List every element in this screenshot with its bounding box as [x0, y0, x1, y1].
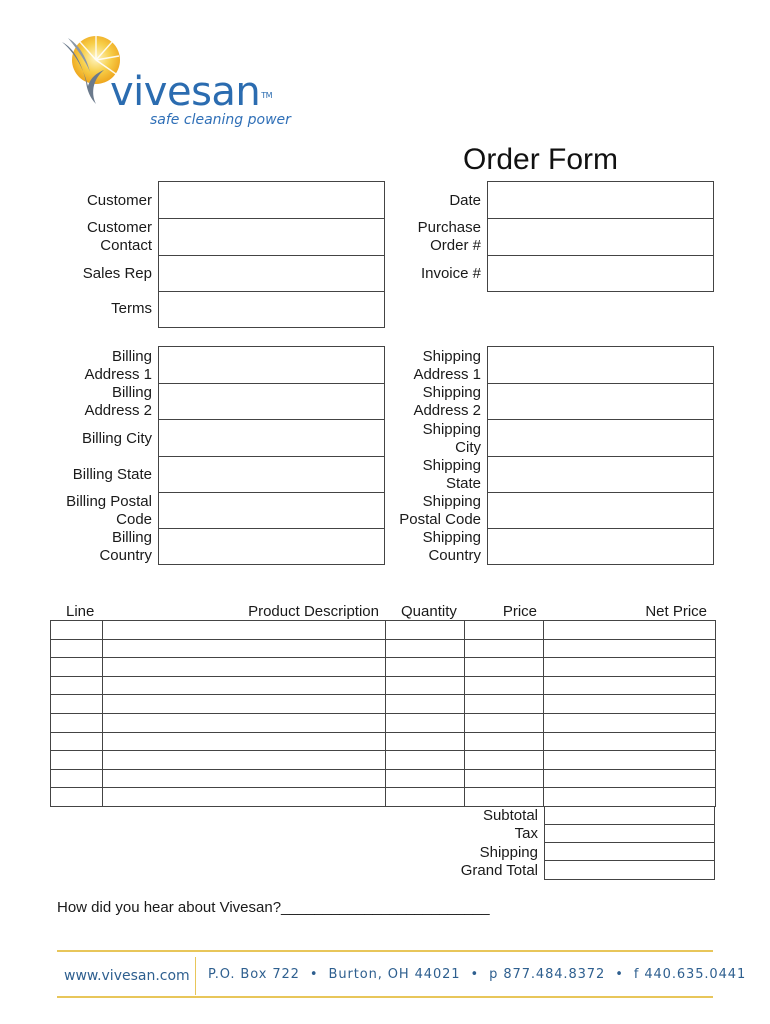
cell-product-description[interactable] — [102, 713, 386, 733]
page-title: Order Form — [463, 143, 619, 176]
cell-product-description[interactable] — [102, 769, 386, 789]
shipping-city-label: Shipping City — [422, 421, 481, 456]
shipping-address-1-field[interactable] — [487, 346, 714, 384]
terms-input[interactable] — [159, 292, 384, 327]
footer-top-rule — [57, 950, 713, 952]
shipping-address-1-input[interactable] — [488, 347, 713, 383]
billing-state-field[interactable] — [158, 456, 385, 494]
tax-label: Tax — [514, 825, 538, 842]
table-row — [50, 694, 715, 714]
customer-contact-field[interactable] — [158, 218, 385, 256]
shipping-address-2-label: Shipping Address 2 — [413, 384, 481, 419]
billing-country-input[interactable] — [159, 529, 384, 564]
cell-quantity[interactable] — [385, 769, 466, 789]
subtotal-field[interactable] — [544, 806, 715, 825]
shipping-country-label: Shipping Country — [422, 529, 481, 564]
terms-label: Terms — [111, 300, 152, 317]
tax-field[interactable] — [544, 824, 715, 843]
cell-product-description[interactable] — [102, 787, 386, 807]
billing-city-field[interactable] — [158, 419, 385, 457]
cell-price[interactable] — [464, 657, 545, 677]
line-items-table — [50, 620, 715, 806]
cell-net-price[interactable] — [543, 732, 716, 752]
cell-net-price[interactable] — [543, 750, 716, 770]
trademark: TM — [261, 91, 273, 100]
billing-postal-label: Billing Postal Code — [66, 493, 152, 528]
cell-net-price[interactable] — [543, 620, 716, 640]
brand-name: vivesan™ — [110, 69, 273, 115]
cell-product-description[interactable] — [102, 657, 386, 677]
cell-net-price[interactable] — [543, 787, 716, 807]
billing-address-1-field[interactable] — [158, 346, 385, 384]
sales-rep-input[interactable] — [159, 256, 384, 292]
cell-line[interactable] — [50, 713, 103, 733]
shipping-postal-label: Shipping Postal Code — [399, 493, 481, 528]
purchase-order-input[interactable] — [488, 219, 713, 255]
date-input[interactable] — [488, 182, 713, 218]
customer-contact-input[interactable] — [159, 219, 384, 255]
cell-line[interactable] — [50, 639, 103, 659]
cell-product-description[interactable] — [102, 676, 386, 696]
billing-country-label: Billing Country — [99, 529, 152, 564]
shipping-state-label: Shipping State — [422, 457, 481, 492]
cell-product-description[interactable] — [102, 639, 386, 659]
shipping-postal-field[interactable] — [487, 492, 714, 530]
invoice-field[interactable] — [487, 255, 714, 292]
billing-state-input[interactable] — [159, 457, 384, 493]
shipping-country-field[interactable] — [487, 528, 714, 565]
cell-price[interactable] — [464, 732, 545, 752]
shipping-address-2-field[interactable] — [487, 383, 714, 421]
grand-total-label: Grand Total — [460, 862, 538, 879]
table-row — [50, 732, 715, 752]
cell-quantity[interactable] — [385, 657, 466, 677]
cell-price[interactable] — [464, 639, 545, 659]
footer-divider — [195, 957, 196, 995]
brand-logo — [58, 34, 298, 134]
table-header-line: Line — [66, 603, 95, 620]
shipping-postal-input[interactable] — [488, 493, 713, 529]
table-header-quantity: Quantity — [401, 603, 457, 620]
cell-price[interactable] — [464, 750, 545, 770]
brand-tagline: safe cleaning power — [150, 112, 291, 128]
shipping-total-field[interactable] — [544, 842, 715, 861]
table-row — [50, 713, 715, 733]
billing-address-2-field[interactable] — [158, 383, 385, 421]
cell-line[interactable] — [50, 694, 103, 714]
shipping-state-field[interactable] — [487, 456, 714, 494]
cell-quantity[interactable] — [385, 620, 466, 640]
table-row — [50, 750, 715, 770]
billing-address-1-label: Billing Address 1 — [84, 348, 152, 383]
subtotal-label: Subtotal — [482, 807, 538, 824]
billing-state-label: Billing State — [72, 466, 152, 483]
shipping-country-input[interactable] — [488, 529, 713, 564]
shipping-total-label: Shipping — [479, 844, 538, 861]
cell-quantity[interactable] — [385, 713, 466, 733]
customer-label: Customer — [86, 192, 152, 209]
date-field[interactable] — [487, 181, 714, 219]
billing-address-2-input[interactable] — [159, 384, 384, 420]
cell-price[interactable] — [464, 676, 545, 696]
shipping-state-input[interactable] — [488, 457, 713, 493]
table-row — [50, 787, 715, 807]
shipping-city-field[interactable] — [487, 419, 714, 457]
cell-line[interactable] — [50, 620, 103, 640]
sales-rep-field[interactable] — [158, 255, 385, 293]
table-header-product-description: Product Description — [248, 603, 379, 620]
cell-quantity[interactable] — [385, 676, 466, 696]
cell-price[interactable] — [464, 713, 545, 733]
cell-product-description[interactable] — [102, 694, 386, 714]
cell-quantity[interactable] — [385, 787, 466, 807]
purchase-order-field[interactable] — [487, 218, 714, 256]
billing-postal-field[interactable] — [158, 492, 385, 530]
customer-field[interactable] — [158, 181, 385, 219]
cell-quantity[interactable] — [385, 750, 466, 770]
cell-line[interactable] — [50, 657, 103, 677]
footer-website[interactable]: www.vivesan.com — [64, 968, 190, 984]
cell-product-description[interactable] — [102, 732, 386, 752]
billing-city-label: Billing City — [81, 430, 152, 447]
invoice-label: Invoice # — [420, 265, 481, 282]
cell-price[interactable] — [464, 694, 545, 714]
cell-quantity[interactable] — [385, 694, 466, 714]
cell-line[interactable] — [50, 787, 103, 807]
cell-product-description[interactable] — [102, 620, 386, 640]
table-row — [50, 676, 715, 696]
cell-line[interactable] — [50, 676, 103, 696]
billing-country-field[interactable] — [158, 528, 385, 565]
cell-quantity[interactable] — [385, 732, 466, 752]
cell-quantity[interactable] — [385, 639, 466, 659]
table-row — [50, 769, 715, 789]
billing-address-1-input[interactable] — [159, 347, 384, 383]
shipping-address-2-input[interactable] — [488, 384, 713, 420]
billing-postal-input[interactable] — [159, 493, 384, 529]
cell-line[interactable] — [50, 750, 103, 770]
customer-contact-label: Customer Contact — [86, 219, 152, 254]
table-header-price: Price — [502, 603, 537, 620]
shipping-city-input[interactable] — [488, 420, 713, 456]
billing-address-2-label: Billing Address 2 — [84, 384, 152, 419]
date-label: Date — [449, 192, 481, 209]
cell-net-price[interactable] — [543, 657, 716, 677]
table-row — [50, 620, 715, 640]
cell-line[interactable] — [50, 732, 103, 752]
cell-net-price[interactable] — [543, 639, 716, 659]
cell-price[interactable] — [464, 620, 545, 640]
grand-total-field[interactable] — [544, 860, 715, 880]
cell-net-price[interactable] — [543, 676, 716, 696]
cell-price[interactable] — [464, 787, 545, 807]
customer-input[interactable] — [159, 182, 384, 218]
cell-net-price[interactable] — [543, 694, 716, 714]
terms-field[interactable] — [158, 291, 385, 328]
purchase-order-label: Purchase Order # — [417, 219, 481, 254]
table-row — [50, 657, 715, 677]
footer-bottom-rule — [57, 996, 713, 998]
billing-city-input[interactable] — [159, 420, 384, 456]
cell-product-description[interactable] — [102, 750, 386, 770]
cell-net-price[interactable] — [543, 713, 716, 733]
sales-rep-label: Sales Rep — [82, 265, 152, 282]
invoice-input[interactable] — [488, 256, 713, 291]
table-row — [50, 639, 715, 659]
table-header-net-price: Net Price — [645, 603, 707, 620]
shipping-address-1-label: Shipping Address 1 — [413, 348, 481, 383]
cell-price[interactable] — [464, 769, 545, 789]
footer-contact: P.O. Box 722 • Burton, OH 44021 • p 877.484.8372 • f 440.635.0441 — [208, 967, 747, 982]
cell-net-price[interactable] — [543, 769, 716, 789]
referral-question: How did you hear about Vivesan?_________________________ — [57, 899, 490, 916]
cell-line[interactable] — [50, 769, 103, 789]
